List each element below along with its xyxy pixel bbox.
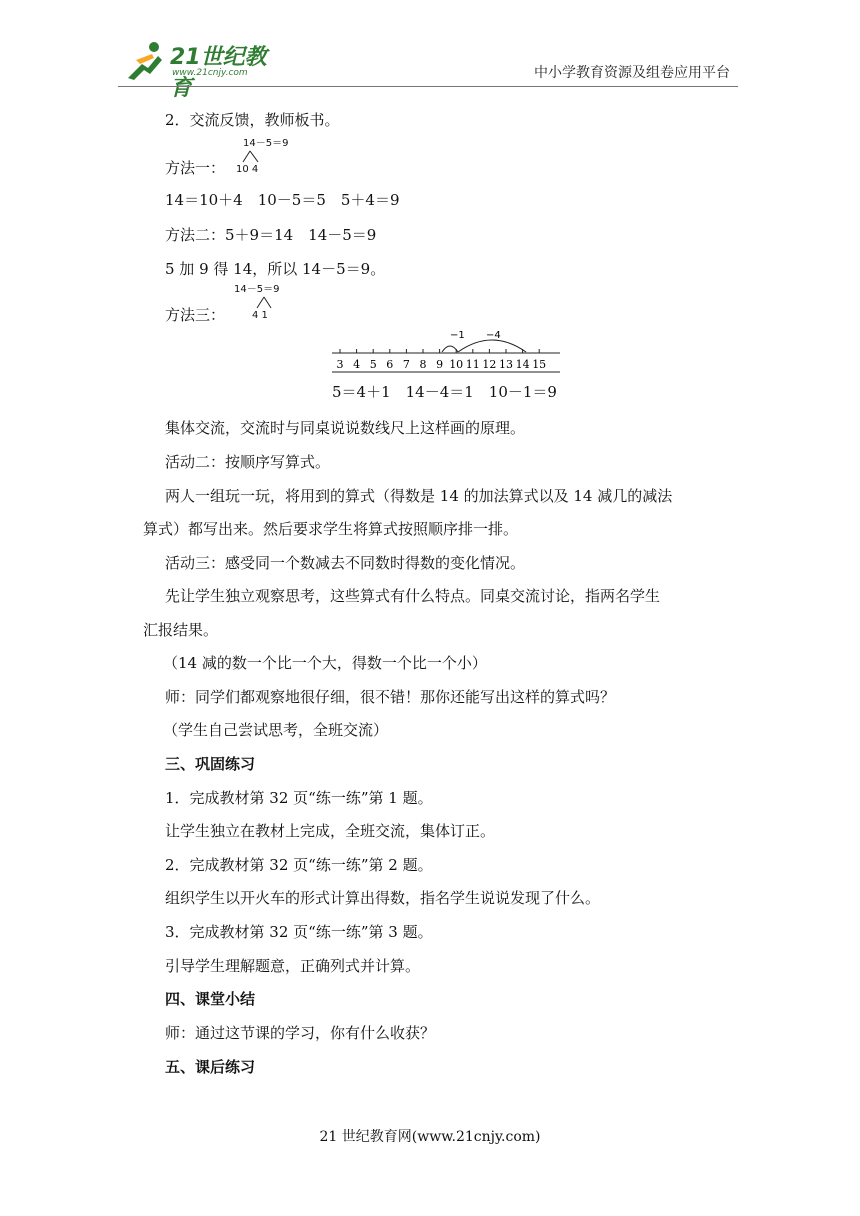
- logo-url: www.21cnjy.com: [172, 68, 248, 78]
- method1-split: 10 4: [236, 164, 259, 175]
- exercise-item: 3．完成教材第 32 页“练一练”第 3 题。: [165, 923, 433, 941]
- text-line: 组织学生以开火车的形式计算出得数，指名学生说说发现了什么。: [165, 889, 601, 907]
- jump-arc-minus-1: [442, 346, 458, 352]
- exercise-item: 1．完成教材第 32 页“练一练”第 1 题。: [165, 789, 433, 807]
- text-line: 师：通过这节课的学习，你有什么收获？: [165, 1024, 436, 1042]
- number-line-tick-label: 7: [402, 358, 410, 371]
- method1-calc: 14＝10＋4 10－5＝5 5＋4＝9: [165, 191, 400, 209]
- number-line-tick-label: 5: [369, 358, 377, 371]
- jump-minus-4-label: −4: [486, 330, 501, 341]
- method2-note: 5 加 9 得 14，所以 14－5＝9。: [165, 260, 386, 278]
- method1-equation: 14－5＝9: [243, 138, 289, 149]
- runner-logo-icon: [118, 38, 170, 82]
- number-line-tick-label: 10: [449, 358, 464, 371]
- logo: [118, 38, 288, 101]
- number-line-tick-label: 4: [353, 358, 361, 371]
- exercise-item: 2．完成教材第 32 页“练一练”第 2 题。: [165, 856, 433, 874]
- text-line: 引导学生理解题意，正确列式并计算。: [165, 957, 421, 975]
- logo-text: 21世纪教育: [170, 45, 267, 101]
- number-line-tick-label: 12: [482, 358, 497, 371]
- number-line-tick-label: 13: [499, 358, 513, 371]
- activity-2-title: 活动二：按顺序写算式。: [165, 453, 331, 471]
- method2: 方法二：5＋9＝14 14－5＝9: [165, 226, 377, 244]
- section-heading: 四、课堂小结: [165, 990, 256, 1008]
- method1-split-lines: [240, 150, 270, 164]
- text-line: （14 减的数一个比一个大，得数一个比一个小）: [163, 654, 487, 672]
- number-line-tick-label: 3: [336, 358, 344, 371]
- number-line-tick-label: 6: [386, 358, 394, 371]
- text-line: 让学生独立在教材上完成，全班交流，集体订正。: [165, 822, 496, 840]
- method1-label: 方法一：: [165, 159, 226, 177]
- page-footer: 21 世纪教育网(www.21cnjy.com): [319, 1129, 541, 1145]
- method3-label: 方法三：: [165, 306, 226, 324]
- activity-3-title: 活动三：感受同一个数减去不同数时得数的变化情况。: [165, 554, 526, 572]
- method3-split-lines: [250, 296, 276, 310]
- method3-split: 4 1: [252, 310, 268, 321]
- platform-title: 中小学教育资源及组卷应用平台: [534, 65, 730, 81]
- jump-arc-minus-4: [458, 340, 526, 352]
- text-line: 师：同学们都观察地很仔细，很不错！那你还能写出这样的算式吗？: [165, 688, 616, 706]
- text-line: 集体交流，交流时与同桌说说数线尺上这样画的原理。: [165, 419, 526, 437]
- text-line: 两人一组玩一玩，将用到的算式（得数是 14 的加法算式以及 14 减几的减法: [165, 487, 673, 505]
- number-line-tick-label: 15: [532, 358, 547, 371]
- page-header: [118, 34, 738, 101]
- jump-minus-1-label: −1: [450, 330, 465, 341]
- number-line-tick-label: 11: [465, 358, 480, 371]
- text-line: 2．交流反馈，教师板书。: [165, 111, 340, 129]
- section-heading: 五、课后练习: [165, 1058, 256, 1076]
- section-heading: 三、巩固练习: [165, 755, 256, 773]
- header-divider: [118, 86, 738, 87]
- number-line: [330, 322, 564, 376]
- text-line: 算式）都写出来。然后要求学生将算式按照顺序排一排。: [143, 520, 519, 538]
- number-line-tick-label: 9: [436, 358, 444, 371]
- number-line-tick-label: 8: [419, 358, 427, 371]
- number-line-calc: 5＝4＋1 14－4＝1 10－1＝9: [332, 383, 557, 401]
- method3-equation: 14－5＝9: [234, 284, 280, 295]
- text-line: （学生自己尝试思考，全班交流）: [163, 721, 389, 739]
- text-line: 先让学生独立观察思考，这些算式有什么特点。同桌交流讨论，指两名学生: [165, 587, 661, 605]
- number-line-tick-label: 14: [515, 358, 530, 371]
- text-line: 汇报结果。: [143, 621, 219, 639]
